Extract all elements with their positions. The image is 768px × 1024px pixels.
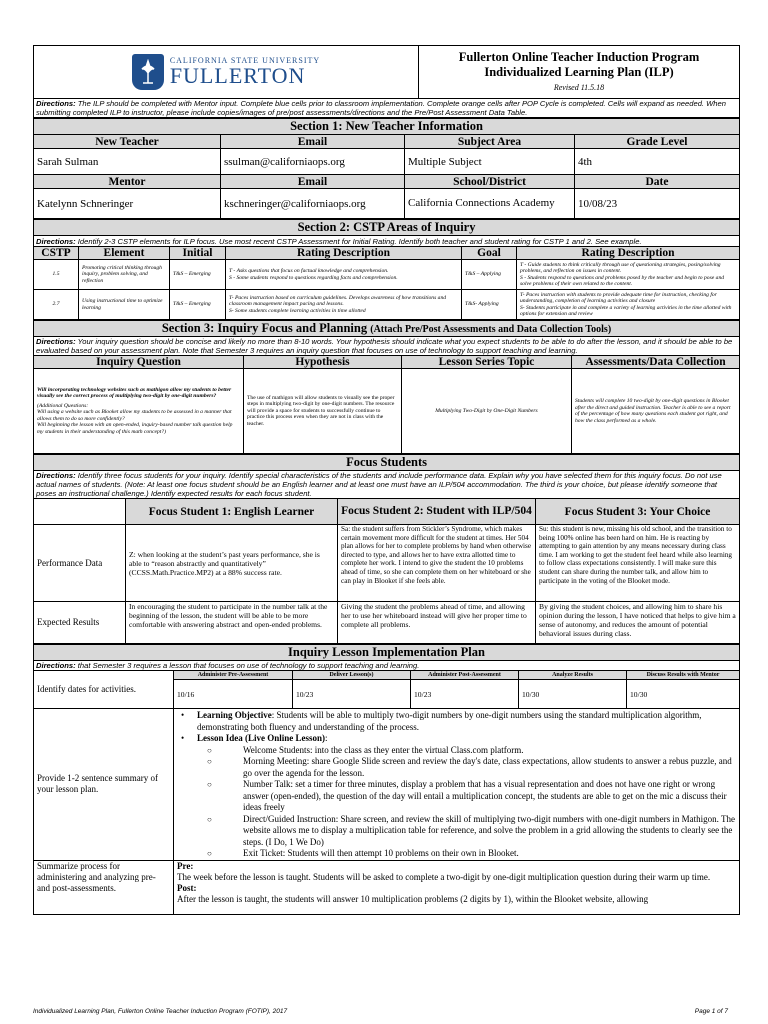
section3-table bbox=[33, 320, 740, 454]
cstp-goal: T&S – Applying bbox=[462, 260, 517, 290]
top-directions: Directions: The ILP should be completed with Mentor input. Complete blue cells prior to classroom implementation. Complete orange cells after POP Cycle is completed. Cells will expand as needed. When submitting completed ILP to instructor, please include copies/images of pre/post assessments/directions and the Pre/Post Assessment Data Table. bbox=[34, 99, 740, 118]
plan-label: Provide 1-2 sentence summary of your lesson plan. bbox=[34, 709, 174, 861]
dates-label: Identify dates for activities. bbox=[34, 671, 174, 709]
exp-student1: In encouraging the student to participate in the number talk at the beginning of the lesson, the student will be able to be more comfortable with answering abstract and open-ended problems. bbox=[126, 602, 338, 644]
logo-line2: FULLERTON bbox=[169, 63, 306, 88]
h-discuss: Discuss Results with Mentor bbox=[627, 671, 740, 680]
hypothesis: The use of mathigon will allow students to visually see the proper steps in multiplying two-digit by one-digit numbers. The resource will provide a space for students to successfully continue to practice this process even when they are not in class with the teacher. bbox=[244, 369, 402, 454]
cstp-rating: T - Asks questions that focus on factual knowledge and comprehension. S - Some students respond to questions regarding facts and comprehension. bbox=[226, 260, 462, 290]
section2-table bbox=[33, 219, 740, 320]
program-title-cell bbox=[419, 46, 740, 99]
h-assessments: Assessments/Data Collection bbox=[572, 356, 740, 369]
h-rating-desc-goal: Rating Description bbox=[517, 247, 740, 260]
date-analyze: 10/30 bbox=[519, 680, 627, 709]
h-email: Email bbox=[221, 135, 405, 149]
post-text: After the lesson is taught, the students will answer 10 multiplication problems (2 digits by 1), within the Blooket website, allowing bbox=[177, 893, 649, 904]
focus-directions: Directions: Identify three focus students for your inquiry. Identify special characteristics of the students and include performance data. Explain why you have selected them for this inquiry focus. Do not use actual names of students. (Note: At least one focus student should be an English learner and at least one must have an ILP/504 accommodation. The third is your choice, but please identify someone that poses an instructional challenge.) Identify expected results for each focus student. bbox=[34, 471, 740, 499]
cstp-rating: T- Paces instruction based on curriculum guidelines. Develops awareness of how transitions and classroom management impact pacing and lessons. S- Some students complete learning activities in time allotted bbox=[226, 290, 462, 320]
section3-title: Section 3: Inquiry Focus and Planning (Attach Pre/Post Assessments and Data Collection Tools) bbox=[34, 321, 740, 337]
inquiry-question: Will incorporating technology websites such as mathigon allow my students to better visually see the correct process of multiplying two-digit by one-digit numbers? (Additional Questions: Will using a website such as Blooket allow my students to be assessed in a manner that allows them to do so more confidently? Will beginning the lesson with an open-ended, inquiry-based number talk question help my students in their understanding of this math concept?) bbox=[34, 369, 244, 454]
cstp-initial: T&S – Emerging bbox=[170, 290, 226, 320]
h-element: Element bbox=[79, 247, 170, 260]
implementation-directions: Directions: that Semester 3 requires a lesson that focuses on use of technology to support teaching and learning. bbox=[34, 661, 740, 671]
lesson-step: ○ Welcome Students: into the class as they enter the virtual Class.com platform. bbox=[243, 745, 736, 757]
h-inquiry-question: Inquiry Question bbox=[34, 356, 244, 369]
exp-label: Expected Results bbox=[34, 602, 126, 644]
document-title: Individualized Learning Plan (ILP) bbox=[484, 64, 674, 79]
school-district: California Connections Academy bbox=[405, 189, 575, 219]
h-mentor-email: Email bbox=[221, 175, 405, 189]
cstp-initial: T&S – Emerging bbox=[170, 260, 226, 290]
perf-student1: Z: when looking at the student’s past years performance, she is able to “reason abstractly and quantitatively” (CCSS.Math.Practice.MP2) at a 88% success rate. bbox=[126, 525, 338, 602]
implementation-table bbox=[33, 644, 740, 915]
h-goal: Goal bbox=[462, 247, 517, 260]
h-subject: Subject Area bbox=[405, 135, 575, 149]
h-hypothesis: Hypothesis bbox=[244, 356, 402, 369]
blank-cell bbox=[34, 499, 126, 525]
teacher-name: Sarah Sulman bbox=[34, 149, 221, 175]
section1-title: Section 1: New Teacher Information bbox=[34, 119, 740, 135]
footer-page-number: Page 1 of 7 bbox=[694, 1008, 728, 1015]
date-post: 10/23 bbox=[411, 680, 519, 709]
h-date: Date bbox=[575, 175, 740, 189]
logo-line1: CALIFORNIA STATE UNIVERSITY bbox=[169, 56, 321, 65]
date-value: 10/08/23 bbox=[575, 189, 740, 219]
lesson-step: ○ Exit Ticket: Students will then attempt 10 problems on their own in Blooket. bbox=[243, 848, 736, 860]
section1-table bbox=[33, 118, 740, 219]
h-cstp: CSTP bbox=[34, 247, 79, 260]
cstp-goal-rating: T- Paces instruction with students to provide adequate time for instruction, checking for understanding, completion of learning activities and closure S- Students participate in and complete a variety of learning activities in the time allotted with options for extension and review bbox=[517, 290, 740, 320]
h-grade: Grade Level bbox=[575, 135, 740, 149]
exp-student2: Giving the student the problems ahead of time, and allowing her to use her whiteboard instead will give her proper time to complete all problems. bbox=[338, 602, 536, 644]
focus-title: Focus Students bbox=[34, 455, 740, 471]
cstp-element: Promoting critical thinking through inquiry, problem solving, and reflection bbox=[79, 260, 170, 290]
footer-left: Individualized Learning Plan, Fullerton Online Teacher Induction Program (FOTIP), 2017 bbox=[33, 1008, 288, 1015]
teacher-email: ssulman@californiaops.org bbox=[221, 149, 405, 175]
subject-area: Multiple Subject bbox=[405, 149, 575, 175]
h-analyze: Analyze Results bbox=[519, 671, 627, 680]
h-new-teacher: New Teacher bbox=[34, 135, 221, 149]
cstp-goal: T&S- Applying bbox=[462, 290, 517, 320]
lesson-step: ○ Number Talk: set a timer for three minutes, display a problem that has a visual representation and does not have one right or wrong answer (open-ended), the question of the day will entail a multiplication concept, the students are able to get on the mic a discuss their ideas freely bbox=[243, 779, 736, 814]
header-table bbox=[33, 45, 740, 118]
cstp-number: 1.5 bbox=[34, 260, 79, 290]
cstp-element: Using instructional time to optimize learning bbox=[79, 290, 170, 320]
section2-directions: Directions: Identify 2-3 CSTP elements for ILP focus. Use most recent CSTP Assessment for Initial Rating. Identify both teacher and student rating for CSTP 1 and 2. See example. bbox=[34, 236, 740, 247]
h-school: School/District bbox=[405, 175, 575, 189]
summary-label: Summarize process for administering and analyzing pre- and post-assessments. bbox=[34, 860, 174, 914]
assessment-data: Students will complete 10 two-digit by one-digit questions in Blooket after the direct and guided instruction. Teacher is able to see a report of the percentage of how many questions each student got right, and how the class performed as a whole. bbox=[572, 369, 740, 454]
pre-label: Pre: bbox=[177, 860, 194, 871]
h-mentor: Mentor bbox=[34, 175, 221, 189]
perf-student3: Su: this student is new, missing his old school, and the transition to being 100% online has been hard on him. He is reacting by attempting to gain attention by any means necessary during class time. I am working to get the student feel heard while also learning to follow class expectations consistently. I will make sure this student can share during the number talk, and allow him to participate in the voting of the Blooket mode. bbox=[536, 525, 740, 602]
ilp-document bbox=[33, 45, 739, 915]
h-focus2: Focus Student 2: Student with ILP/504 bbox=[338, 499, 536, 525]
perf-student2: Sa: the student suffers from Stickler’s Syndrome, which makes certain movement more difficult for the student at times. Her 504 plan allows for her to complete problems by hand when otherwise directed to type, and allows her to have extra allotted time to complete her work. I intend to give the student the 10 problems ahead of time, so she can complete them on her whiteboard or she can play in Blooket if she feels able. bbox=[338, 525, 536, 602]
h-focus1: Focus Student 1: English Learner bbox=[126, 499, 338, 525]
lesson-topic: Multiplying Two-Digit by One-Digit Numbers bbox=[402, 369, 572, 454]
lesson-plan bbox=[174, 709, 740, 861]
section3-directions: Directions: Your inquiry question should be concise and likely no more than 8-10 words. Your hypothesis should indicate what you expect students to be able to do after the lesson, and it should be able to be evaluated based on your assessment plan. Note that Semester 3 requires an inquiry question that focuses on use of technology to support teaching and learning. bbox=[34, 337, 740, 356]
cstp-number: 2.7 bbox=[34, 290, 79, 320]
cstp-row bbox=[34, 290, 740, 320]
lesson-step: ○ Direct/Guided Instruction: Share screen, and review the skill of multiplying two-digit numbers with one-digit numbers in Mathigon. The website allows me to display a multiplication table for reference, and solve the problem in a grid allowing the students to clearly see the steps. (I Do, 1 We Do) bbox=[243, 814, 736, 849]
program-name: Fullerton Online Teacher Induction Program bbox=[458, 49, 700, 64]
post-label: Post: bbox=[177, 882, 197, 893]
h-pre-assessment: Administer Pre-Assessment bbox=[174, 671, 293, 680]
h-deliver-lesson: Deliver Lesson(s) bbox=[293, 671, 411, 680]
date-discuss: 10/30 bbox=[627, 680, 740, 709]
section2-title: Section 2: CSTP Areas of Inquiry bbox=[34, 220, 740, 236]
lesson-idea-item: • Lesson Idea (Live Online Lesson): ○ Welcome Students: into the class as they enter the virtual Class.com platform. ○ Morning Meeting: share Google Slide screen and review the day's date, class expectations, allow students to answer a rebus puzzle, and go over the agenda for the lesson. ○ Number Talk: set a timer for three minutes, display a problem that has a visual representation and does not have one right or wrong answer (open-ended), the question of the day will entail a multiplication concept, the students are able to get on the mic a discuss their ideas freely ○ Direct/Guided Instruction: Share screen, and review the skill of multiplying two-digit numbers with one-digit numbers in Mathigon. The website allows me to display a multiplication table for reference, and solve the problem in a grid allowing the students to clearly see the steps. (I Do, 1 We Do) ○ Exit Ticket: Students will then attempt 10 problems on their own in Blooket. bbox=[197, 733, 736, 860]
csuf-logo bbox=[37, 54, 415, 90]
objective-item: • Learning Objective: Students will be able to multiply two-digit numbers by one-digit numbers using the standard multiplication algorithm, demonstrating both fluency and understanding of the process. bbox=[197, 710, 736, 733]
pre-text: The week before the lesson is taught. Students will be asked to complete a two-digit by one-digit multiplication question during their warm up time. bbox=[177, 871, 711, 882]
cstp-goal-rating: T - Guide students to think critically through use of questioning strategies, posing/solving problems, and reflection on issues in content. S - Students respond to questions and problems posed by the teacher and begin to pose and solve problems of their own related to the content. bbox=[517, 260, 740, 290]
h-focus3: Focus Student 3: Your Choice bbox=[536, 499, 740, 525]
h-rating-desc: Rating Description bbox=[226, 247, 462, 260]
date-pre: 10/16 bbox=[174, 680, 293, 709]
cstp-row bbox=[34, 260, 740, 290]
mentor-name: Katelynn Schneringer bbox=[34, 189, 221, 219]
assessment-summary bbox=[174, 860, 740, 914]
university-seal-icon bbox=[132, 54, 164, 90]
mentor-email: kschneringer@californiaops.org bbox=[221, 189, 405, 219]
exp-student3: By giving the student choices, and allowing him to share his opinion during the lesson, I have noticed that helps to give him a sense of autonomy, and reduces the amount of potential behavioral issues during class. bbox=[536, 602, 740, 644]
date-deliver: 10/23 bbox=[293, 680, 411, 709]
focus-table bbox=[33, 454, 740, 644]
revised-date: Revised 11.5.18 bbox=[553, 82, 605, 92]
perf-label: Performance Data bbox=[34, 525, 126, 602]
h-post-assessment: Administer Post-Assessment bbox=[411, 671, 519, 680]
logo-cell bbox=[34, 46, 419, 99]
h-initial: Initial bbox=[170, 247, 226, 260]
implementation-title: Inquiry Lesson Implementation Plan bbox=[34, 645, 740, 661]
h-lesson-topic: Lesson Series Topic bbox=[402, 356, 572, 369]
grade-level: 4th bbox=[575, 149, 740, 175]
lesson-step: ○ Morning Meeting: share Google Slide screen and review the day's date, class expectations, allow students to answer a rebus puzzle, and go over the agenda for the lesson. bbox=[243, 756, 736, 779]
